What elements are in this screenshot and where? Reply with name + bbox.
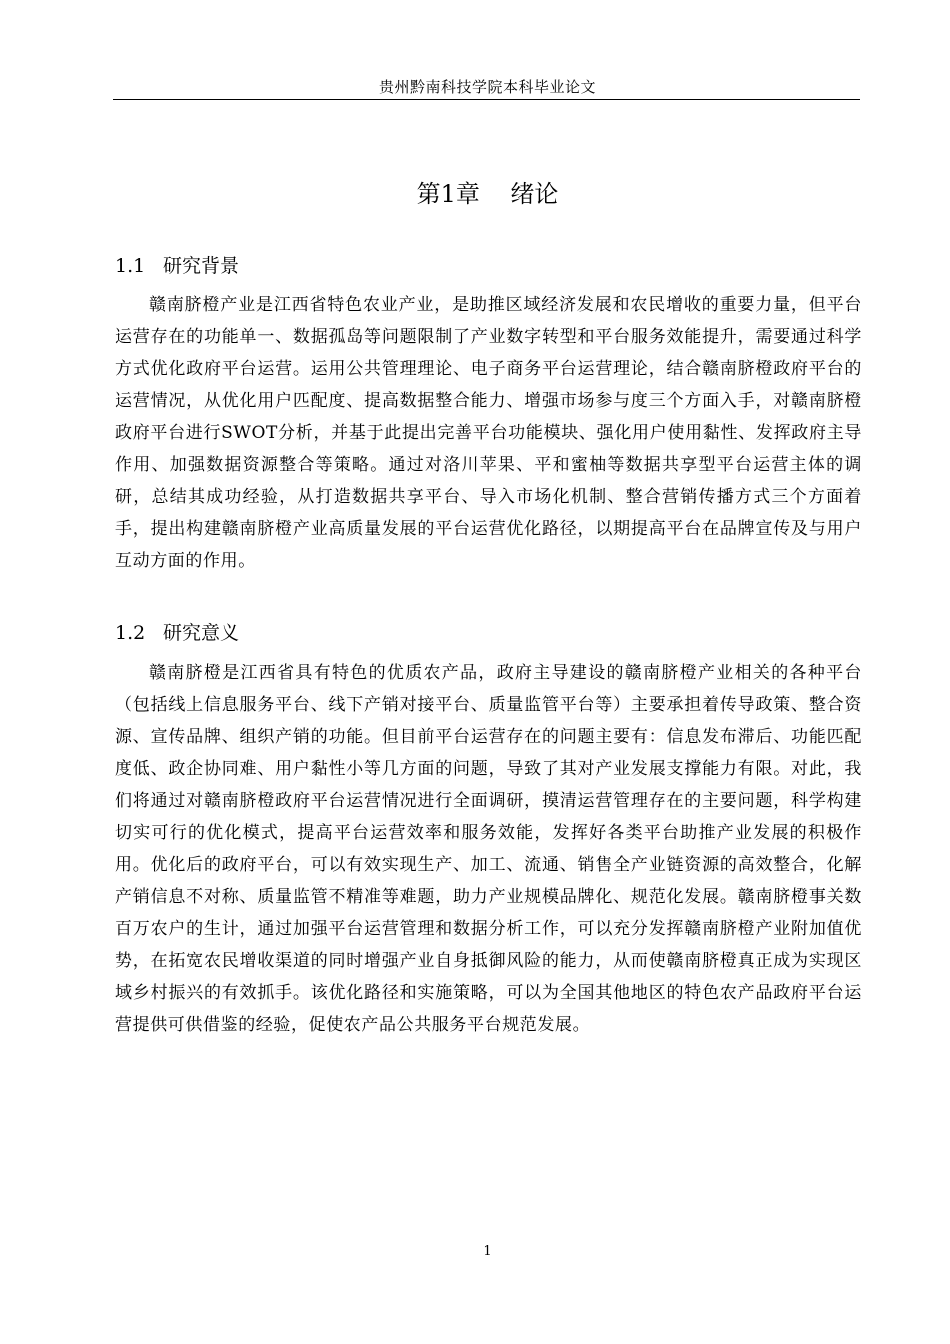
section-number: 1.1 [115, 255, 146, 277]
section-heading-1-2 [115, 620, 239, 646]
section-number: 1.2 [115, 622, 146, 644]
chapter-title: 第1章 绪论 [416, 180, 559, 208]
header-divider [113, 99, 860, 100]
section-title: 研究意义 [163, 622, 240, 644]
running-header: 贵州黔南科技学院本科毕业论文 [378, 78, 596, 96]
section-heading-1-1 [115, 253, 239, 279]
section-paragraph-1-2: 赣南脐橙是江西省具有特色的优质农产品，政府主导建设的赣南脐橙产业相关的各种平台（包括线上信息服务平台、线下产销对接平台、质量监管平台等）主要承担着传导政策、整合资源、宣传品牌、组织产销的功能。但目前平台运营存在的问题主要有：信息发布滞后、功能匹配度低、政企协同难、用户黏性小等几方面的问题，导致了其对产业发展支撑能力有限。对此，我们将通过对赣南脐橙政府平台运营情况进行全面调研，摸清运营管理存在的主要问题，科学构建切实可行的优化模式，提高平台运营效率和服务效能，发挥好各类平台助推产业发展的积极作用。优化后的政府平台，可以有效实现生产、加工、流通、销售全产业链资源的高效整合，化解产销信息不对称、质量监管不精准等难题，助力产业规模品牌化、规范化发展。赣南脐橙事关数百万农户的生计，通过加强平台运营管理和数据分析工作，可以充分发挥赣南脐橙产业附加值优势，在拓宽农民增收渠道的同时增强产业自身抵御风险的能力，从而使赣南脐橙真正成为实现区域乡村振兴的有效抓手。该优化路径和实施策略，可以为全国其他地区的特色农产品政府平台运营提供可供借鉴的经验，促使农产品公共服务平台规范发展。 [115, 663, 862, 1035]
section-paragraph-1-1: 赣南脐橙产业是江西省特色农业产业，是助推区域经济发展和农民增收的重要力量，但平台运营存在的功能单一、数据孤岛等问题限制了产业数字转型和平台服务效能提升，需要通过科学方式优化政府平台运营。运用公共管理理论、电子商务平台运营理论，结合赣南脐橙政府平台的运营情况，从优化用户匹配度、提高数据整合能力、增强市场参与度三个方面入手，对赣南脐橙政府平台进行SWOT分析，并基于此提出完善平台功能模块、强化用户使用黏性、发挥政府主导作用、加强数据资源整合等策略。通过对洛川苹果、平和蜜柚等数据共享型平台运营主体的调研，总结其成功经验，从打造数据共享平台、导入市场化机制、整合营销传播方式三个方面着手，提出构建赣南脐橙产业高质量发展的平台运营优化路径，以期提高平台在品牌宣传及与用户互动方面的作用。 [115, 295, 862, 571]
page-number: 1 [483, 1244, 492, 1259]
section-title: 研究背景 [163, 255, 240, 277]
